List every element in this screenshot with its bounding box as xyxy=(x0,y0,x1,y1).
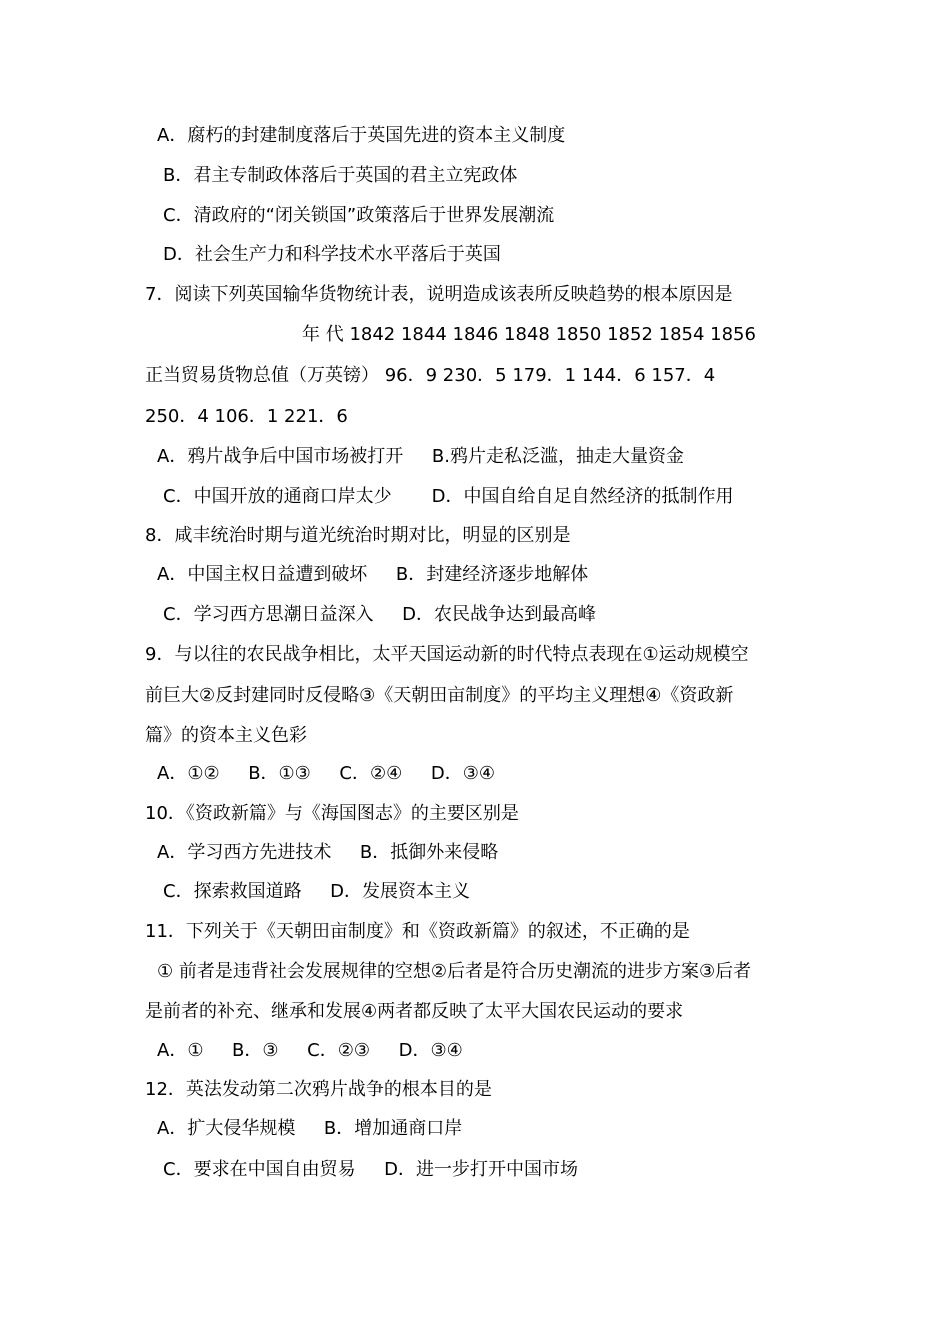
q7-table-values: 正当贸易货物总值（万英镑） 96．9 230．5 179．1 144．6 157．4 xyxy=(145,365,716,386)
q6-option-d: D．社会生产力和科学技术水平落后于英国 xyxy=(163,244,501,265)
q6-option-b: B．君主专制政体落后于英国的君主立宪政体 xyxy=(163,165,518,186)
q11-question: 11．下列关于《天朝田亩制度》和《资政新篇》的叙述，不正确的是 xyxy=(145,921,690,942)
q10-question: 10．《资政新篇》与《海国图志》的主要区别是 xyxy=(145,803,519,824)
q9-question-cont1: 前巨大②反封建同时反侵略③《天朝田亩制度》的平均主义理想④《资政新 xyxy=(145,685,734,706)
q7-question: 7．阅读下列英国输华货物统计表，说明造成该表所反映趋势的根本原因是 xyxy=(145,284,733,305)
q10-options-ab: A．学习西方先进技术 B．抵御外来侵略 xyxy=(157,842,499,863)
q11-statements-cont: 是前者的补充、继承和发展④两者都反映了太平大国农民运动的要求 xyxy=(145,1001,684,1022)
q6-option-a: A．腐朽的封建制度落后于英国先进的资本主义制度 xyxy=(157,125,566,146)
q8-options-ab: A．中国主权日益遭到破坏 B．封建经济逐步地解体 xyxy=(157,564,589,585)
q7-options-cd: C．中国开放的通商口岸太少 D．中国自给自足自然经济的抵制作用 xyxy=(163,486,734,507)
q12-question: 12．英法发动第二次鸦片战争的根本目的是 xyxy=(145,1079,492,1100)
q10-options-cd: C．探索救国道路 D．发展资本主义 xyxy=(163,881,471,902)
q11-options: A．① B．③ C．②③ D．③④ xyxy=(157,1040,463,1061)
q8-question: 8．咸丰统治时期与道光统治时期对比，明显的区别是 xyxy=(145,525,571,546)
q6-option-c: C．清政府的“闭关锁国”政策落后于世界发展潮流 xyxy=(163,205,555,226)
q9-question-cont2: 篇》的资本主义色彩 xyxy=(145,725,307,746)
q7-options-ab: A．鸦片战争后中国市场被打开 B.鸦片走私泛滥，抽走大量资金 xyxy=(157,446,684,467)
q12-options-cd: C．要求在中国自由贸易 D．进一步打开中国市场 xyxy=(163,1159,579,1180)
q8-options-cd: C．学习西方思潮日益深入 D．农民战争达到最高峰 xyxy=(163,604,597,625)
q9-options: A．①② B．①③ C．②④ D．③④ xyxy=(157,763,496,784)
q7-table-years: 年 代 1842 1844 1846 1848 1850 1852 1854 1856 xyxy=(302,324,756,345)
q9-question: 9．与以往的农民战争相比，太平天国运动新的时代特点表现在①运动规模空 xyxy=(145,644,749,665)
q7-table-values-cont: 250．4 106．1 221．6 xyxy=(145,406,348,427)
q12-options-ab: A．扩大侵华规模 B．增加通商口岸 xyxy=(157,1118,463,1139)
q11-statements: ① 前者是违背社会发展规律的空想②后者是符合历史潮流的进步方案③后者 xyxy=(157,961,752,982)
